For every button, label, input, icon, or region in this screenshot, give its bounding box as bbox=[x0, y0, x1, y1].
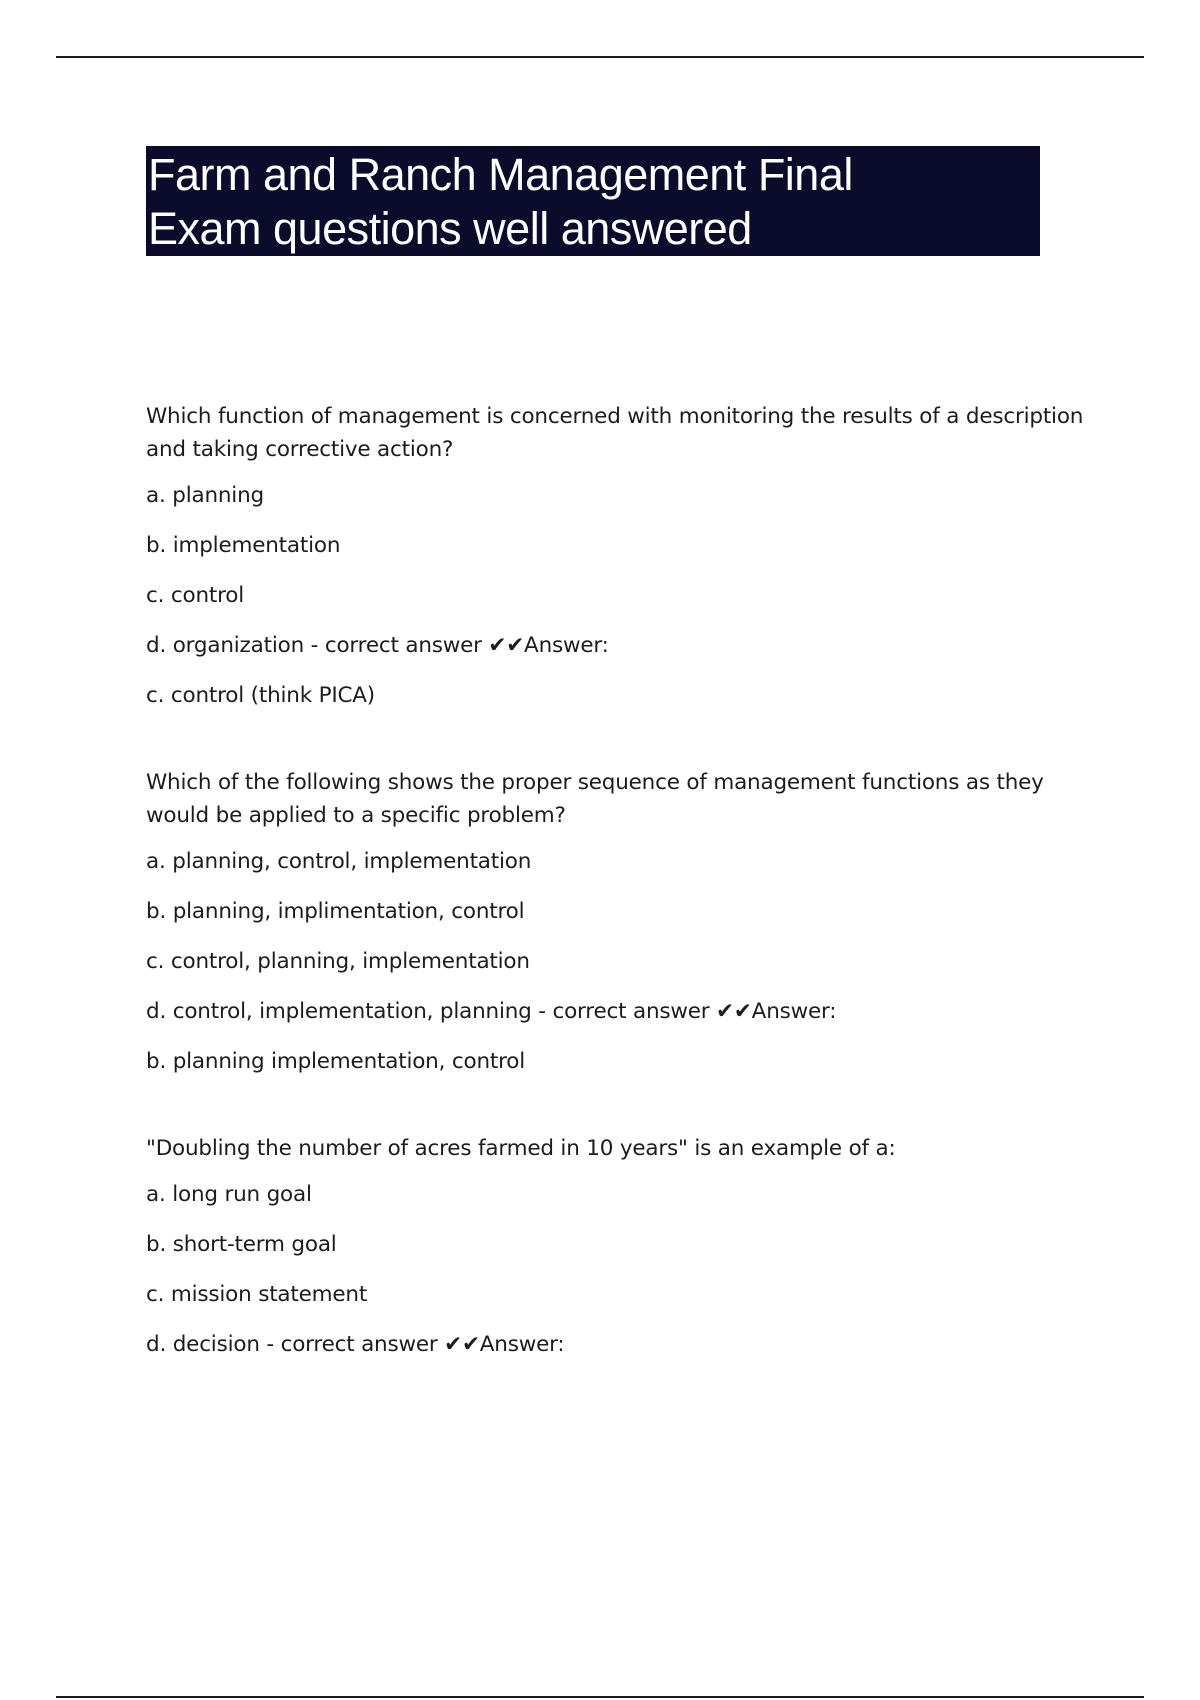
option-d: d. control, implementation, planning - correct answer ✔✔Answer: bbox=[146, 999, 837, 1024]
document-title bbox=[146, 146, 1040, 256]
option-d: d. decision - correct answer ✔✔Answer: bbox=[146, 1332, 565, 1357]
question-text: "Doubling the number of acres farmed in 10 years" is an example of a: bbox=[146, 1136, 896, 1161]
question-list bbox=[146, 400, 1086, 1378]
option-b: b. implementation bbox=[146, 533, 341, 558]
question-text: Which function of management is concerned with monitoring the results of a description and taking corrective action? bbox=[146, 404, 1084, 462]
title-line-1: Farm and Ranch Management Final bbox=[148, 149, 853, 200]
answer-text: c. control (think PICA) bbox=[146, 683, 375, 708]
option-c: c. mission statement bbox=[146, 1282, 368, 1307]
option-a: a. planning, control, implementation bbox=[146, 849, 532, 874]
title-line-2: Exam questions well answered bbox=[148, 203, 752, 254]
option-a: a. planning bbox=[146, 483, 264, 508]
header-rule bbox=[56, 56, 1144, 58]
footer-rule bbox=[56, 1696, 1144, 1698]
option-c: c. control, planning, implementation bbox=[146, 949, 530, 974]
question-block-1 bbox=[146, 400, 1086, 712]
option-d: d. organization - correct answer ✔✔Answer: bbox=[146, 633, 609, 658]
answer-text: b. planning implementation, control bbox=[146, 1049, 525, 1074]
question-block-2 bbox=[146, 766, 1086, 1078]
question-text: Which of the following shows the proper sequence of management functions as they would be applied to a specific problem? bbox=[146, 770, 1044, 828]
option-c: c. control bbox=[146, 583, 245, 608]
option-b: b. short-term goal bbox=[146, 1232, 337, 1257]
option-a: a. long run goal bbox=[146, 1182, 312, 1207]
question-block-3 bbox=[146, 1132, 1086, 1361]
option-b: b. planning, implimentation, control bbox=[146, 899, 525, 924]
